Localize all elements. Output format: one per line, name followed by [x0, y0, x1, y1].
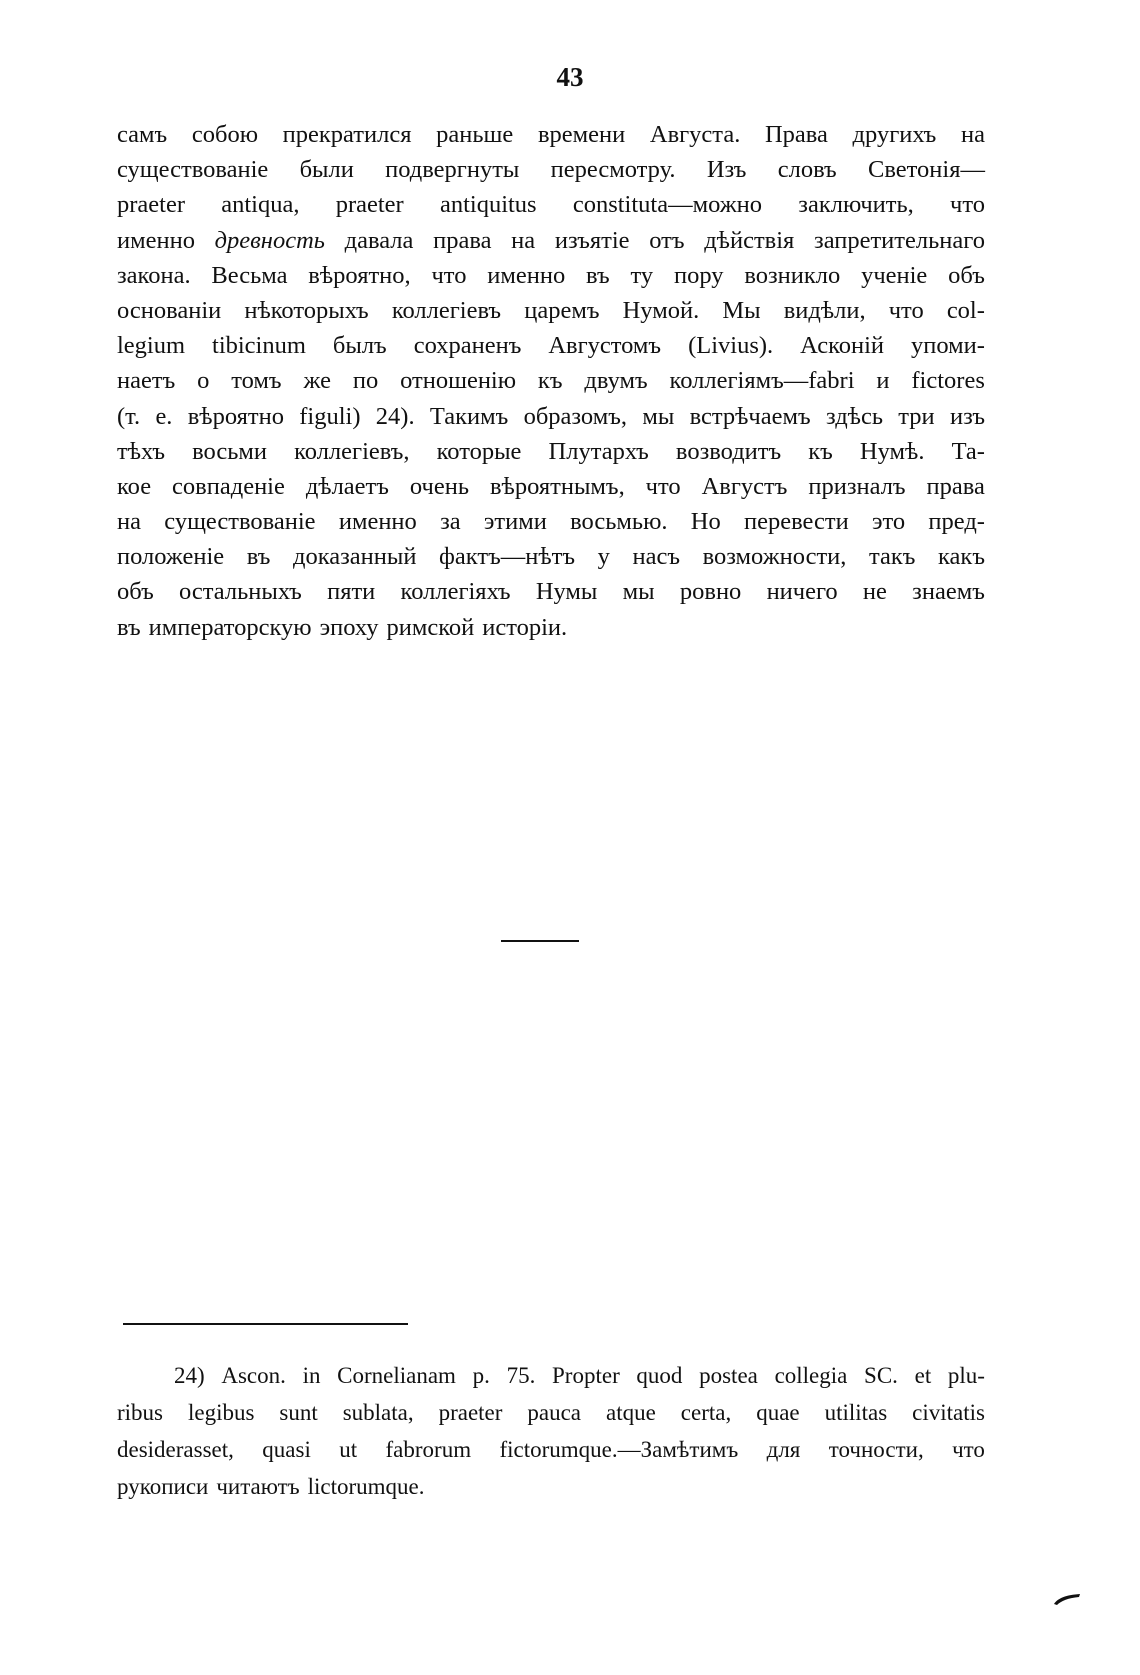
word: двумъ [584, 367, 648, 395]
word: запретительнаго [814, 226, 985, 254]
word: образомъ, [523, 402, 628, 430]
word: Светонія— [868, 156, 985, 184]
footnote-line [117, 1468, 985, 1505]
body-line [117, 469, 985, 504]
word: praeter [117, 191, 185, 219]
word: Асконій [800, 332, 885, 360]
word: за [440, 508, 461, 536]
word: которые [436, 437, 522, 465]
word: упоми- [910, 332, 985, 360]
word: томъ [231, 367, 282, 395]
body-line [117, 223, 985, 258]
word: права [926, 472, 985, 500]
section-divider [501, 940, 579, 942]
body-line [117, 363, 985, 398]
word: восьмью. [570, 508, 668, 536]
word: Весьма [211, 261, 288, 289]
word: civitatis [912, 1400, 985, 1425]
word: utilitas [824, 1400, 888, 1425]
word: sunt [279, 1400, 318, 1425]
word: мы [622, 578, 655, 606]
word: ту [630, 261, 654, 289]
body-line [117, 539, 985, 574]
word: этими [483, 508, 547, 536]
word: дѣйствія [704, 226, 795, 254]
footnote-marker: 24) [174, 1363, 205, 1388]
word: коллегіевъ [391, 296, 502, 324]
word: доказанный [292, 543, 417, 571]
word: наетъ [117, 367, 176, 395]
word: пяти [327, 578, 376, 606]
body-line [117, 504, 985, 539]
body-line [117, 434, 985, 469]
word: существованіе [164, 508, 316, 536]
word: подвергнуты [385, 156, 520, 184]
body-line [117, 610, 985, 645]
word: quod [636, 1363, 683, 1388]
word: дѣлаетъ [305, 472, 389, 500]
word: и [876, 367, 890, 395]
word: lictorumque. [307, 1474, 425, 1499]
word: встрѣчаемъ [689, 402, 811, 430]
word: p. [472, 1363, 490, 1388]
word: figuli) [299, 402, 361, 430]
word: права [433, 226, 492, 254]
word: именно [487, 261, 566, 289]
word: Изъ [706, 156, 747, 184]
word: legium [117, 332, 186, 360]
word: fictorumque.—Замѣтимъ [499, 1437, 739, 1462]
word: видѣли, [783, 296, 866, 324]
word: collegia [774, 1363, 848, 1388]
word: col- [946, 296, 985, 324]
word: прекратился [282, 121, 412, 148]
word: (Livius). [688, 332, 774, 360]
body-line [117, 152, 985, 187]
body-line [117, 293, 985, 328]
word: отношенію [400, 367, 517, 395]
word: Та- [951, 437, 985, 465]
word: три [898, 402, 935, 430]
word: остальныхъ [179, 578, 302, 606]
body-text [117, 117, 985, 645]
word: ученіе [861, 261, 928, 289]
word: изъятіе [554, 226, 630, 254]
word: здѣсь [825, 402, 884, 430]
word: къ [808, 437, 833, 465]
word: Нумѣ. [859, 437, 925, 465]
word: именно [117, 226, 195, 254]
word: ровно [679, 578, 742, 606]
word: пересмотру. [550, 156, 676, 184]
word: Мы [722, 296, 761, 324]
word: сохраненъ [413, 332, 522, 360]
word: pauca [527, 1400, 582, 1425]
word: знаемъ [912, 578, 985, 606]
word: certa, [680, 1400, 732, 1425]
word: что [952, 1437, 985, 1462]
word: fictores [911, 367, 985, 395]
word: исторіи. [482, 613, 568, 641]
word: quasi [262, 1437, 311, 1462]
word: на [960, 121, 985, 148]
word: legibus [187, 1400, 255, 1425]
word: изъ [949, 402, 985, 430]
word: собою [191, 121, 259, 148]
footnote-line [117, 1431, 985, 1468]
word: нѣкоторыхъ [244, 296, 369, 324]
word: былъ [332, 332, 387, 360]
word: tibicinum [212, 332, 306, 360]
word: Propter [552, 1363, 620, 1388]
word: были [299, 156, 354, 184]
word: возводитъ [675, 437, 782, 465]
word: in [302, 1363, 321, 1388]
word: коллегіямъ—fabri [669, 367, 855, 395]
word: словъ [777, 156, 837, 184]
word: о [197, 367, 210, 395]
word: ничего [766, 578, 838, 606]
word: fabrorum [385, 1437, 472, 1462]
word: римской [386, 613, 475, 641]
word: ribus [117, 1400, 163, 1425]
word: отъ [649, 226, 685, 254]
word: SC. [864, 1363, 898, 1388]
word: на [511, 226, 536, 254]
word: совпаденіе [172, 472, 285, 500]
word: въ [246, 543, 271, 571]
word: же [303, 367, 331, 395]
word: Ascon. [221, 1363, 286, 1388]
word: по [352, 367, 379, 395]
word: положеніе [117, 543, 225, 571]
word: 24). [375, 402, 415, 430]
word: (т. [117, 402, 141, 430]
body-line [117, 574, 985, 609]
word: заключить, [798, 191, 914, 219]
word: царемъ [524, 296, 600, 324]
word: очень [409, 472, 469, 500]
word: Права [764, 121, 828, 148]
word: въ [117, 613, 141, 641]
ink-mark-icon [1052, 1592, 1082, 1606]
word: возможности, [702, 543, 847, 571]
word: основаніи [117, 296, 222, 324]
word: другихъ [852, 121, 937, 148]
word: давала [344, 226, 414, 254]
word: это [872, 508, 906, 536]
word: что [431, 261, 467, 289]
word: читаютъ [216, 1474, 300, 1499]
word: на [117, 508, 141, 536]
word: тѣхъ [117, 437, 165, 465]
body-line [117, 328, 985, 363]
word: пред- [928, 508, 985, 536]
word: насъ [632, 543, 680, 571]
word: самъ [117, 121, 168, 148]
word: Такимъ [429, 402, 509, 430]
word: plu- [947, 1363, 985, 1388]
word: мы [642, 402, 675, 430]
word: Августа. [649, 121, 741, 148]
word: у [597, 543, 610, 571]
word: вѣроятно [187, 402, 284, 430]
word: существованіе [117, 156, 269, 184]
word: такъ [868, 543, 916, 571]
word: эпоху [319, 613, 379, 641]
word: не [862, 578, 887, 606]
body-line [117, 117, 985, 152]
page-number: 43 [556, 62, 584, 92]
word: коллегіяхъ [400, 578, 511, 606]
word: antiqua, [221, 191, 300, 219]
word: раньше [436, 121, 514, 148]
word: desiderasset, [117, 1437, 234, 1462]
word: 75. [506, 1363, 536, 1388]
word: что [888, 296, 924, 324]
word: е. [155, 402, 173, 430]
word: Августомъ [548, 332, 662, 360]
word: Но [690, 508, 721, 536]
word: atque [606, 1400, 656, 1425]
word: именно [338, 508, 417, 536]
word: восьми [192, 437, 268, 465]
word: praeter [438, 1400, 503, 1425]
word: призналъ [808, 472, 906, 500]
body-line [117, 258, 985, 293]
word: закона. [117, 261, 191, 289]
footnote-separator [123, 1323, 408, 1325]
body-line [117, 399, 985, 434]
word: для [766, 1437, 801, 1462]
word: praeter [335, 191, 404, 219]
word: пору [673, 261, 724, 289]
word: вѣроятнымъ, [489, 472, 625, 500]
word: Нумой. [622, 296, 700, 324]
word: императорскую [148, 613, 312, 641]
word: кое [117, 472, 152, 500]
word: рукописи [117, 1474, 209, 1499]
word: postea [699, 1363, 758, 1388]
body-line [117, 187, 985, 222]
word: Плутархъ [548, 437, 649, 465]
word: Нумы [535, 578, 598, 606]
word: какъ [938, 543, 985, 571]
word: antiquitus [439, 191, 537, 219]
word: quae [756, 1400, 800, 1425]
footnote-line [117, 1357, 985, 1394]
word: точности, [828, 1437, 924, 1462]
word: времени [537, 121, 626, 148]
word: что [950, 191, 985, 219]
word: коллегіевъ, [294, 437, 410, 465]
word: вѣроятно, [308, 261, 411, 289]
word: et [914, 1363, 932, 1388]
word: Августъ [701, 472, 788, 500]
word: объ [948, 261, 985, 289]
footnotes [117, 1357, 985, 1505]
word: возникло [744, 261, 841, 289]
word: перевести [744, 508, 849, 536]
word: ut [339, 1437, 358, 1462]
emphasized-word: древность [214, 226, 325, 254]
word: constituta—можно [572, 191, 763, 219]
word: sublata, [342, 1400, 414, 1425]
word: Cornelianam [337, 1363, 456, 1388]
footnote-line [117, 1394, 985, 1431]
word: къ [537, 367, 563, 395]
word: объ [117, 578, 154, 606]
word: въ [586, 261, 610, 289]
word: фактъ—нѣтъ [439, 543, 576, 571]
word: что [645, 472, 681, 500]
